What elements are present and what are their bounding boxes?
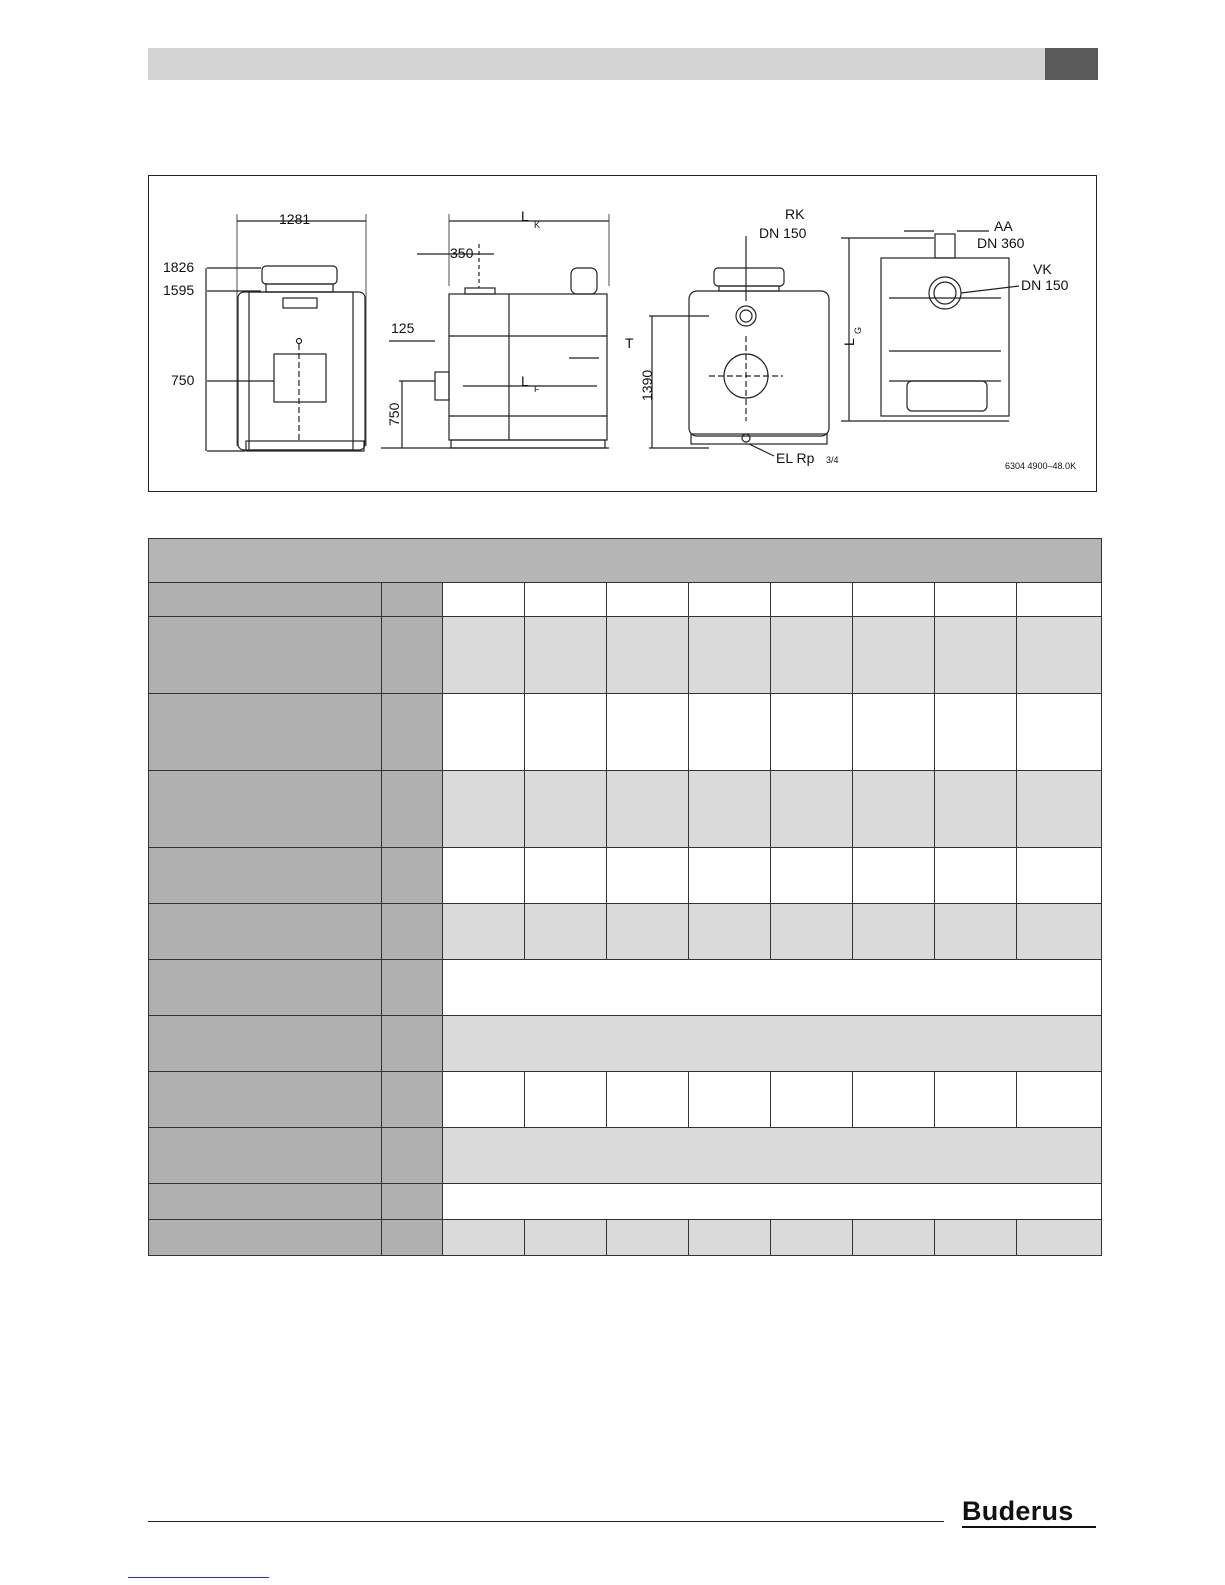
table-row [149,583,1102,617]
dim-lf-sub: F [534,384,540,394]
table-row [149,771,1102,848]
dim-750-side: 750 [386,402,402,426]
aa-dn: DN 360 [977,235,1025,251]
header-bar [148,48,1098,80]
technical-data-table [148,538,1102,1256]
table-row [149,1016,1102,1072]
dim-750-front: 750 [171,372,195,388]
dim-350: 350 [450,245,474,261]
dim-lg: L [841,338,857,346]
el-sub: 3/4 [826,455,839,465]
dim-lk: L [521,208,529,224]
dim-125: 125 [391,320,415,336]
header-page-marker [1045,48,1098,80]
dim-lg-sub: G [853,326,863,334]
dimension-drawing-frame [148,175,1097,492]
dimension-drawing [149,176,1098,493]
dim-1281: 1281 [279,211,311,227]
table-row [149,1220,1102,1256]
table-row [149,1128,1102,1184]
dim-1826: 1826 [163,259,195,275]
table-row [149,1184,1102,1220]
dim-lk-sub: K [534,220,541,230]
figure-code: 6304 4900–48.0K [1005,461,1077,471]
dim-1595: 1595 [163,282,195,298]
vk-dn: DN 150 [1021,277,1069,293]
vk-label: VK [1033,261,1052,277]
table-row [149,1072,1102,1128]
rk-dn: DN 150 [759,225,807,241]
rk-label: RK [785,206,805,222]
dim-t: T [625,335,634,351]
footer-rule [148,1521,944,1522]
el-label: EL Rp [776,450,815,466]
table-title-row [149,539,1102,583]
logo-underline [962,1526,1096,1528]
table-row [149,848,1102,904]
dim-lf: L [521,373,529,389]
dim-1390: 1390 [639,369,655,401]
table-row [149,904,1102,960]
table-row [149,617,1102,694]
table-row [149,694,1102,771]
table-row [149,960,1102,1016]
footer-link-underline[interactable] [128,1577,269,1578]
aa-label: AA [994,218,1013,234]
buderus-logo: Buderus [962,1496,1074,1526]
